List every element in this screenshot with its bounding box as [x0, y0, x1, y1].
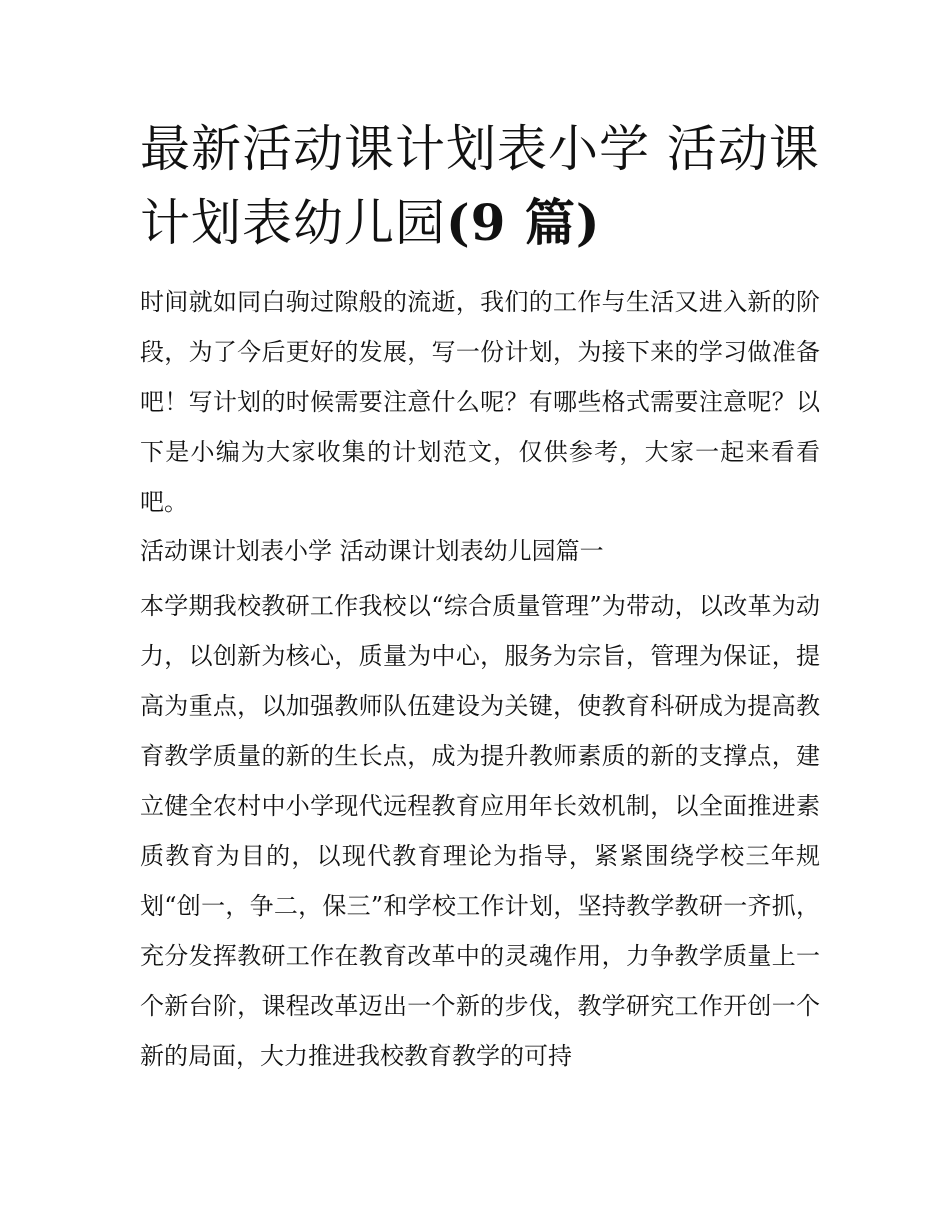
document-title: [140, 112, 820, 260]
section-heading: 活动课计划表小学 活动课计划表幼儿园篇一: [140, 537, 604, 565]
intro-paragraph: 时间就如同白驹过隙般的流逝，我们的工作与生活又进入新的阶段，为了今后更好的发展，写一份计划，为接下来的学习做准备吧！写计划的时候需要注意什么呢？有哪些格式需要注意呢？以下是小编为大家收集的计划范文，仅供参考，大家一起来看看吧。: [140, 288, 820, 516]
body-paragraph: 本学期我校教研工作我校以“综合质量管理”为带动，以改革为动力，以创新为核心，质量为中心，服务为宗旨，管理为保证，提高为重点，以加强教师队伍建设为关键，使教育科研成为提高教育教学质量的新的生长点，成为提升教师素质的新的支撑点，建立健全农村中小学现代远程教育应用年长效机制，以全面推进素质教育为目的，以现代教育理论为指导，紧紧围绕学校三年规划“创一，争二，保三”和学校工作计划，坚持教学教研一齐抓，充分发挥教研工作在教育改革中的灵魂作用，力争教学质量上一个新台阶，课程改革迈出一个新的步伐，教学研究工作开创一个新的局面，大力推进我校教育教学的可持: [140, 592, 820, 1070]
title-count: (9 篇): [446, 193, 601, 252]
title-text: 最新活动课计划表小学 活动课计划表幼儿园: [140, 120, 820, 252]
